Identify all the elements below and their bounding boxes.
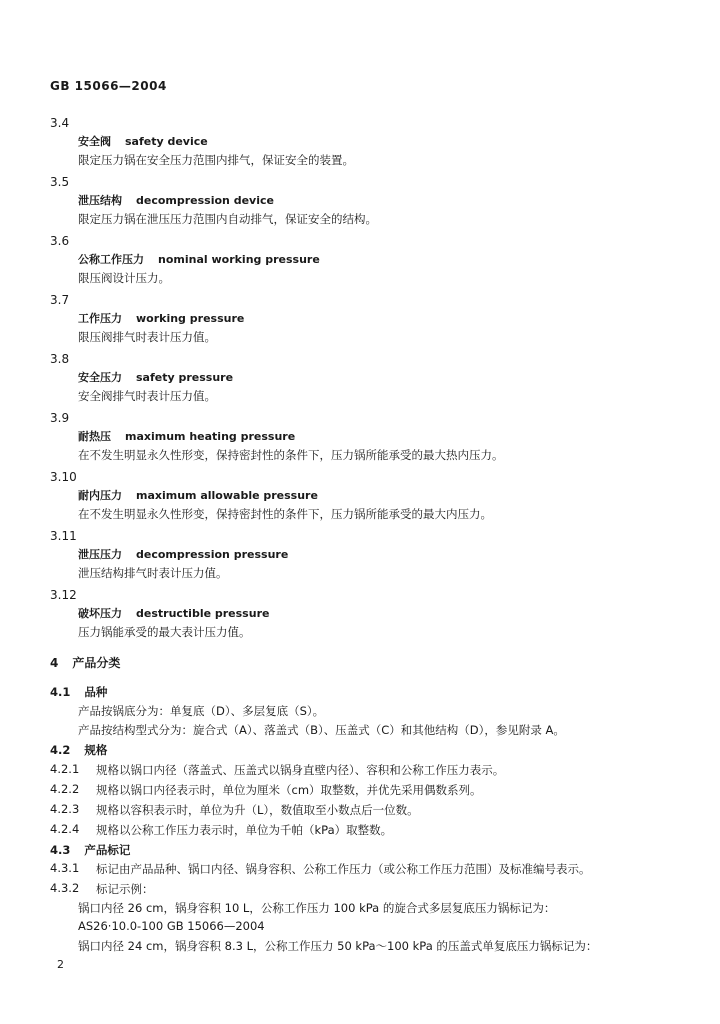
term-zh: 耐热压 [78, 430, 111, 443]
term-zh: 安全压力 [78, 371, 122, 384]
term-en: destructible pressure [136, 607, 270, 620]
term-en: nominal working pressure [158, 253, 320, 266]
clause-item-text: 规格以容积表示时，单位为升（L），数值取至小数点后一位数。 [96, 803, 419, 817]
example-line: 锅口内径 24 cm，锅身容积 8.3 L，公称工作压力 50 kPa～100 kPa 的压盖式单复底压力锅标记为： [78, 939, 598, 953]
paragraph: 产品按锅底分为：单复底（D）、多层复底（S）。 [78, 704, 325, 718]
subsection-number: 4.3 [50, 843, 71, 857]
subsection-number: 4.1 [50, 685, 71, 699]
clause-item-text: 规格以公称工作压力表示时，单位为千帕（kPa）取整数。 [96, 823, 393, 837]
section-number: 4 [50, 656, 59, 670]
term-title [78, 251, 320, 267]
term-definition: 压力锅能承受的最大表计压力值。 [78, 625, 251, 639]
term-en: safety device [125, 135, 208, 148]
example-line: 锅口内径 26 cm，锅身容积 10 L，公称工作压力 100 kPa 的旋合式多层复底压力锅标记为： [78, 901, 556, 915]
clause-number: 3.8 [50, 352, 70, 366]
term-title [78, 605, 269, 621]
clause-item-text: 规格以锅口内径表示时，单位为厘米（cm）取整数，并优先采用偶数系列。 [96, 783, 482, 797]
clause-number: 3.6 [50, 234, 70, 248]
standard-header: GB 15066—2004 [50, 79, 167, 93]
term-zh: 泄压结构 [78, 194, 122, 207]
subsection-heading [50, 842, 130, 858]
subsection-heading [50, 684, 107, 700]
clause-item-number: 4.3.2 [50, 881, 80, 895]
subsection-number: 4.2 [50, 743, 71, 757]
clause-item-number: 4.3.1 [50, 861, 80, 875]
term-en: decompression pressure [136, 548, 289, 561]
term-title [78, 192, 274, 208]
term-definition: 安全阀排气时表计压力值。 [78, 389, 216, 403]
clause-number: 3.5 [50, 175, 70, 189]
clause-number: 3.4 [50, 116, 70, 130]
clause-item-number: 4.2.4 [50, 822, 80, 836]
clause-number: 3.9 [50, 411, 70, 425]
clause-item [50, 822, 393, 837]
term-title [78, 133, 208, 149]
subsection-title: 产品标记 [84, 843, 131, 857]
term-en: maximum heating pressure [125, 430, 296, 443]
term-title [78, 310, 244, 326]
term-definition: 限压阀设计压力。 [78, 271, 170, 285]
clause-item [50, 881, 154, 896]
section-heading [50, 654, 120, 671]
clause-item [50, 802, 419, 817]
subsection-title: 品种 [84, 685, 108, 699]
term-zh: 安全阀 [78, 135, 111, 148]
clause-number: 3.11 [50, 529, 77, 543]
clause-item [50, 762, 505, 777]
clause-item [50, 861, 591, 876]
clause-item-number: 4.2.2 [50, 782, 80, 796]
term-zh: 耐内压力 [78, 489, 122, 502]
term-title [78, 369, 233, 385]
term-en: safety pressure [136, 371, 234, 384]
term-title [78, 428, 295, 444]
example-marking: AS26·10.0-100 GB 15066—2004 [78, 919, 265, 933]
clause-item [50, 782, 482, 797]
clause-item-text: 规格以锅口内径（落盖式、压盖式以锅身直壁内径）、容积和公称工作压力表示。 [96, 763, 505, 777]
clause-item-number: 4.2.3 [50, 802, 80, 816]
term-zh: 工作压力 [78, 312, 122, 325]
term-definition: 限压阀排气时表计压力值。 [78, 330, 216, 344]
clause-item-text: 标记由产品品种、锅口内径、锅身容积、公称工作压力（或公称工作压力范围）及标准编号表示。 [96, 862, 591, 876]
section-title: 产品分类 [72, 656, 121, 670]
clause-number: 3.7 [50, 293, 70, 307]
term-en: working pressure [136, 312, 245, 325]
term-en: maximum allowable pressure [136, 489, 318, 502]
clause-item-number: 4.2.1 [50, 762, 80, 776]
term-zh: 泄压压力 [78, 548, 122, 561]
clause-item-text: 标记示例： [96, 882, 154, 896]
term-en: decompression device [136, 194, 274, 207]
subsection-title: 规格 [84, 743, 108, 757]
term-definition: 泄压结构排气时表计压力值。 [78, 566, 228, 580]
term-title [78, 546, 288, 562]
term-definition: 在不发生明显永久性形变，保持密封性的条件下，压力锅所能承受的最大内压力。 [78, 507, 492, 521]
term-title [78, 487, 318, 503]
term-zh: 公称工作压力 [78, 253, 144, 266]
term-definition: 限定压力锅在安全压力范围内排气，保证安全的装置。 [78, 153, 354, 167]
page-number: 2 [57, 958, 64, 971]
subsection-heading [50, 742, 107, 758]
paragraph: 产品按结构型式分为：旋合式（A）、落盖式（B）、压盖式（C）和其他结构（D），参见附录 A。 [78, 723, 565, 737]
term-definition: 在不发生明显永久性形变，保持密封性的条件下，压力锅所能承受的最大热内压力。 [78, 448, 504, 462]
clause-number: 3.10 [50, 470, 77, 484]
clause-number: 3.12 [50, 588, 77, 602]
term-definition: 限定压力锅在泄压压力范围内自动排气，保证安全的结构。 [78, 212, 377, 226]
term-zh: 破坏压力 [78, 607, 122, 620]
